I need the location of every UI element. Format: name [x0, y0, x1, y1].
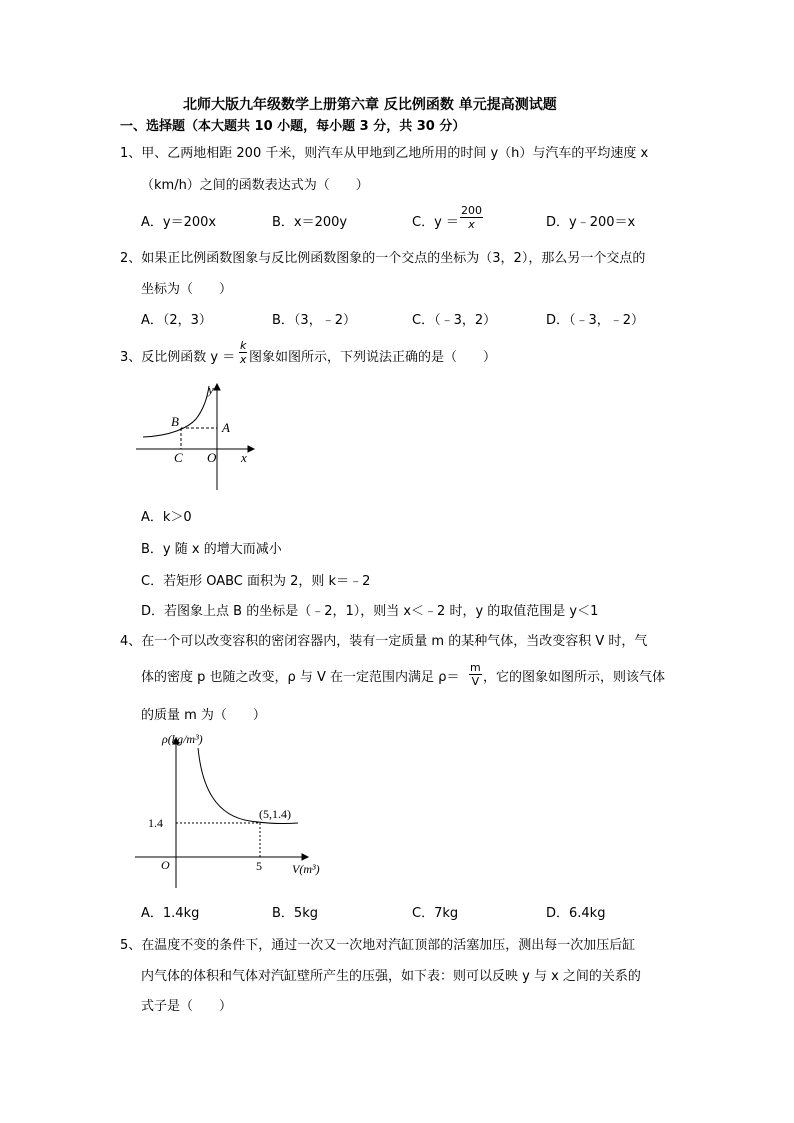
q4-tick-y: 1.4: [148, 816, 163, 830]
q2-option-b: B．（3，﹣2）: [272, 313, 356, 328]
q3-option-d: D．若图象上点 B 的坐标是（﹣2，1），则当 x＜﹣2 时，y 的取值范围是 y＜1: [141, 604, 599, 619]
q3-option-c: C．若矩形 OABC 面积为 2，则 k＝﹣2: [141, 574, 371, 589]
q3-graph: [130, 380, 260, 495]
q4-label-o: O: [161, 858, 170, 872]
q3-label-a: A: [222, 420, 230, 435]
q4-frac-denominator: V: [471, 675, 480, 688]
q1-c-numerator: 200: [461, 204, 482, 217]
q4-option-a: A．1.4kg: [141, 906, 200, 921]
q4-line3: 的质量 m 为（ ）: [141, 708, 266, 723]
q3-x-arrow: [248, 446, 254, 452]
q3-label-b: B: [171, 414, 179, 429]
q5-line2: 内气体的体积和气体对汽缸壁所产生的压强，如下表：则可以反映 y 与 x 之间的关系的: [141, 969, 641, 984]
q4-label-x: V(m³): [292, 862, 320, 876]
q3-frac-denominator: x: [239, 353, 247, 366]
q1-option-c-fraction: [460, 204, 483, 231]
q3-label-o: O: [207, 450, 217, 465]
q4-line1: 4、在一个可以改变容积的密闭容器内，装有一定质量 m 的某种气体，当改变容积 V 时，气: [120, 634, 648, 649]
q3-stem-prefix: 3、反比例函数 y ＝: [120, 350, 236, 365]
q3-frac-numerator: k: [240, 339, 247, 352]
q5-line3: 式子是（ ）: [141, 999, 233, 1014]
q2-option-d: D．（﹣3，﹣2）: [546, 313, 645, 328]
q3-hyperbola-curve: [143, 386, 209, 437]
q1-option-c: C．y ＝: [412, 215, 459, 230]
q3-stem-fraction: [239, 339, 247, 366]
q1-option-d: D．y﹣200＝x: [546, 215, 636, 230]
q4-line2-suffix: ，它的图象如图所示，则该气体: [483, 670, 666, 685]
q3-label-c: C: [174, 450, 183, 465]
q3-label-y: y: [208, 382, 214, 397]
q1-option-b: B．x＝200y: [272, 215, 348, 230]
q4-option-d: D．6.4kg: [546, 906, 606, 921]
section-heading: 一、选择题（本大题共 10 小题，每小题 3 分，共 30 分）: [120, 119, 466, 134]
q1-c-denominator: x: [468, 218, 475, 231]
q2-line1: 2、如果正比例函数图象与反比例函数图象的一个交点的坐标为（3，2），那么另一个交点的: [120, 251, 646, 266]
q4-line2-prefix: 体的密度 p 也随之改变，ρ 与 V 在一定范围内满足 ρ＝: [141, 670, 460, 685]
q5-line1: 5、在温度不变的条件下，通过一次又一次地对汽缸顶部的活塞加压，测出每一次加压后缸: [120, 938, 636, 953]
q1-line2: （km/h）之间的函数表达式为（ ）: [141, 178, 369, 193]
q4-x-arrow: [302, 854, 308, 860]
q2-line2: 坐标为（ ）: [141, 282, 233, 297]
q4-graph: [130, 728, 330, 888]
q2-option-a: A．（2，3）: [141, 313, 212, 328]
q1-option-a: A．y＝200x: [141, 215, 217, 230]
q4-label-y: ρ(kg/m³): [162, 732, 203, 746]
q4-option-c: C．7kg: [412, 906, 459, 921]
q3-stem-suffix: 图象如图所示，下列说法正确的是（ ）: [249, 350, 497, 365]
q3-y-arrow: [214, 384, 220, 390]
q2-option-c: C．（﹣3，2）: [412, 313, 497, 328]
q4-point-label: (5,1.4): [259, 807, 291, 821]
q4-stem-fraction: [469, 661, 482, 688]
q3-option-b: B．y 随 x 的增大而减小: [141, 542, 282, 557]
q1-line1: 1、甲、乙两地相距 200 千米，则汽车从甲地到乙地所用的时间 y（h）与汽车的平均速度 x: [120, 146, 649, 161]
q3-label-x: x: [241, 450, 247, 465]
q3-option-a: A．k＞0: [141, 510, 192, 525]
q4-frac-numerator: m: [470, 661, 481, 674]
q4-tick-x: 5: [256, 859, 262, 873]
page-title: 北师大版九年级数学上册第六章 反比例函数 单元提高测试题: [183, 97, 557, 113]
q4-option-b: B．5kg: [272, 906, 318, 921]
